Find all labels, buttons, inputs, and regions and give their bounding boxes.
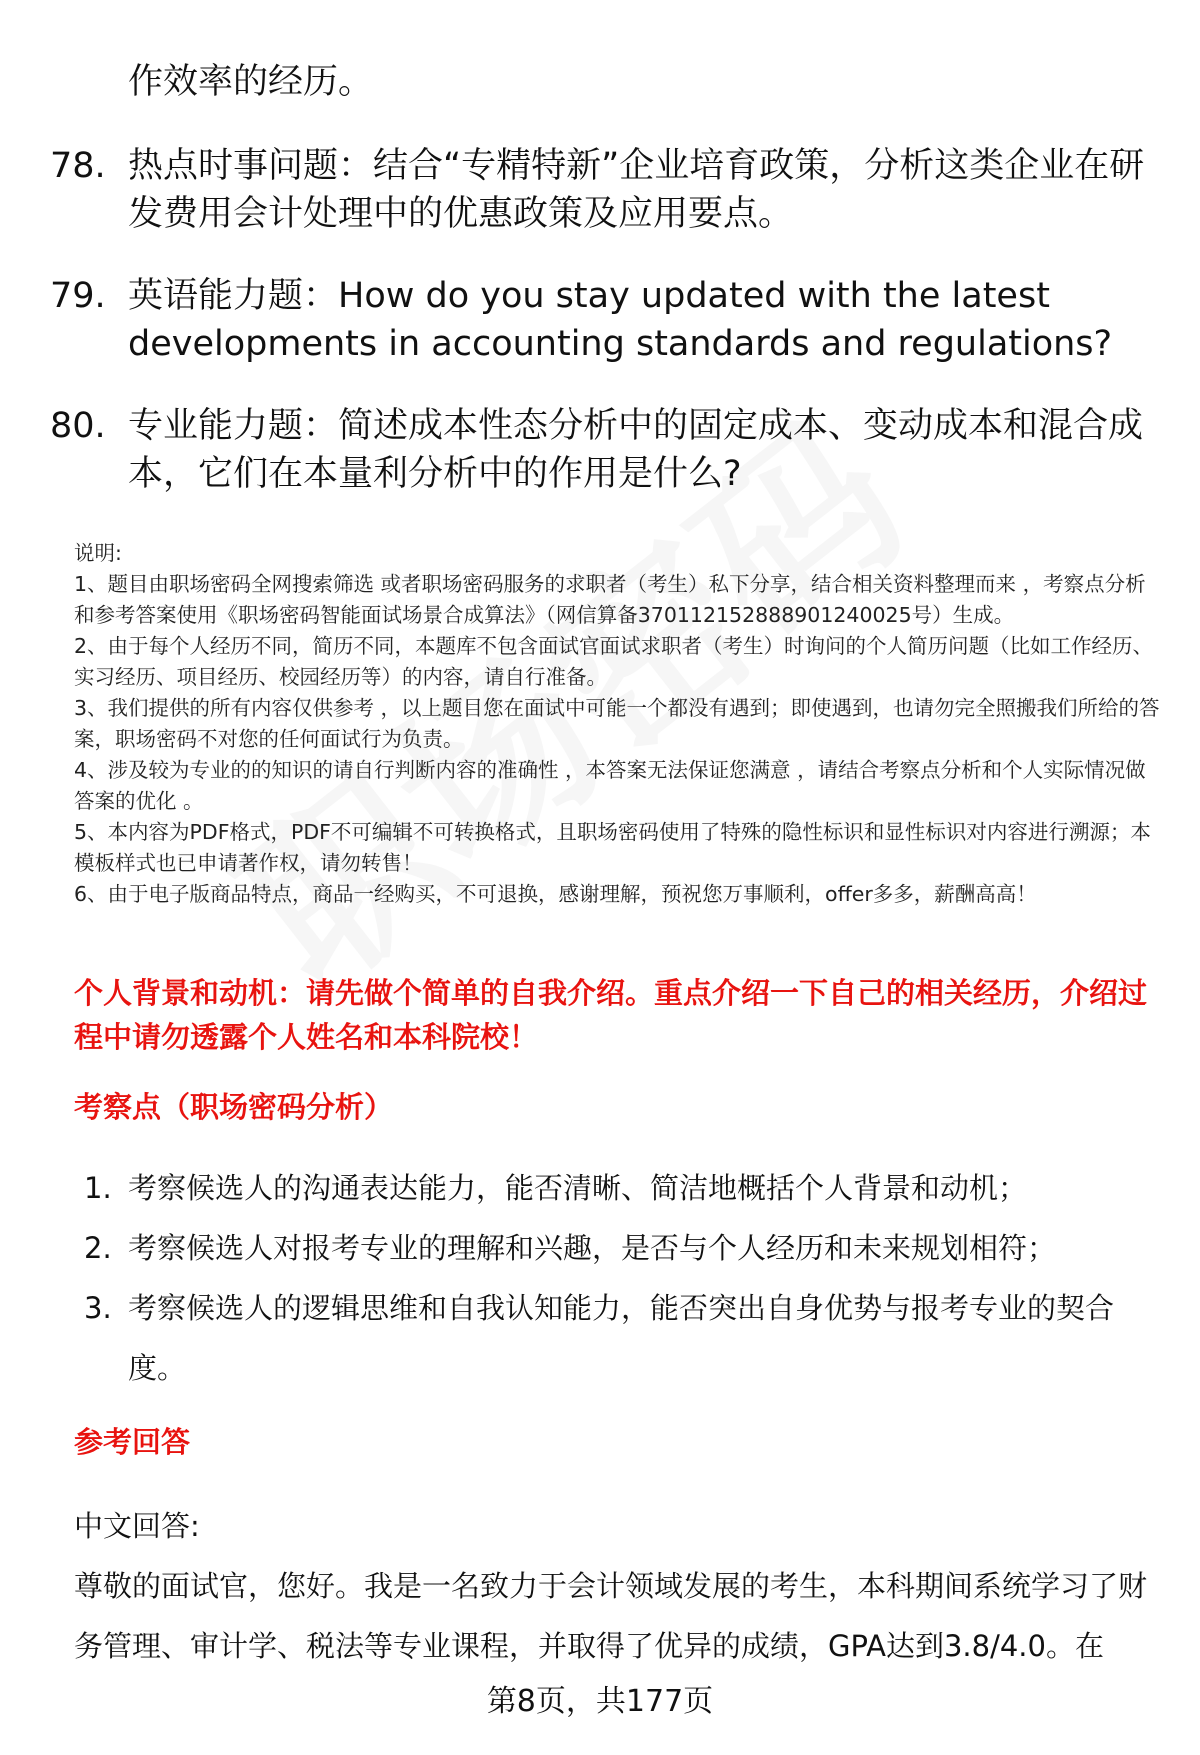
point-number: 3.	[84, 1291, 112, 1325]
point-text: 考察候选人对报考专业的理解和兴趣，是否与个人经历和未来规划相符；	[128, 1231, 1057, 1265]
note-item: 3、我们提供的所有内容仅供参考 ，以上题目您在面试中可能一个都没有遇到；即使遇到，也请勿完全照搬我们所给的答案，职场密码不对您的任何面试行为负责。	[74, 696, 1160, 751]
note-item: 2、由于每个人经历不同，简历不同，本题库不包含面试官面试求职者（考生）时询问的个人简历问题（比如工作经历、实习经历、项目经历、校园经历等）的内容，请自行准备。	[74, 634, 1154, 689]
reference-answer-heading: 参考回答	[74, 1425, 191, 1459]
section-question-heading: 个人背景和动机：请先做个简单的自我介绍。重点介绍一下自己的相关经历，介绍过程中请勿透露个人姓名和本科院校！	[74, 976, 1148, 1054]
question-text: 专业能力题：简述成本性态分析中的固定成本、变动成本和混合成本，它们在本量利分析中的作用是什么?	[128, 406, 1144, 494]
answer-text: 尊敬的面试官，您好。我是一名致力于会计领域发展的考生，本科期间系统学习了财务管理、审计学、税法等专业课程，并取得了优异的成绩，GPA达到3.8/4.0。在	[74, 1569, 1148, 1663]
question-number: 80.	[50, 406, 106, 446]
point-number: 2.	[84, 1231, 112, 1265]
question-number: 79.	[50, 276, 106, 316]
assessment-point	[84, 1278, 1164, 1398]
question-item	[50, 402, 1150, 498]
question-item	[50, 272, 1150, 368]
note-item: 5、本内容为PDF格式，PDF不可编辑不可转换格式，且职场密码使用了特殊的隐性标识和显性标识对内容进行溯源；本模板样式也已申请著作权，请勿转售！	[74, 820, 1151, 875]
point-text: 考察候选人的沟通表达能力，能否清晰、简洁地概括个人背景和动机；	[128, 1171, 1028, 1205]
answer-body	[74, 1496, 1160, 1676]
assessment-points-heading: 考察点（职场密码分析）	[74, 1090, 394, 1124]
question-continuation: 作效率的经历。	[128, 62, 374, 102]
point-number: 1.	[84, 1171, 112, 1205]
disclaimer-notes	[74, 538, 1160, 910]
question-list	[50, 142, 1150, 532]
question-number: 78.	[50, 146, 106, 186]
question-text: 英语能力题：How do you stay updated with the latest developments in accounting standards and regulations?	[128, 276, 1113, 364]
assessment-point	[84, 1158, 1164, 1218]
note-item: 4、涉及较为专业的的知识的请自行判断内容的准确性 ，本答案无法保证您满意 ，请结合考察点分析和个人实际情况做答案的优化 。	[74, 758, 1146, 813]
question-text: 热点时事问题：结合“专精特新”企业培育政策，分析这类企业在研发费用会计处理中的优惠政策及应用要点。	[128, 146, 1145, 234]
notes-heading: 说明:	[74, 541, 122, 565]
note-item: 6、由于电子版商品特点，商品一经购买，不可退换，感谢理解，预祝您万事顺利，offer多多，薪酬高高！	[74, 882, 1037, 906]
page-footer: 第8页，共177页	[486, 1684, 714, 1719]
note-item: 1、题目由职场密码全网搜索筛选 或者职场密码服务的求职者（考生）私下分享，结合相关资料整理而来 ，考察点分析和参考答案使用《职场密码智能面试场景合成算法》（网信算备370112152888901240025号）生成。	[74, 572, 1146, 627]
point-text: 考察候选人的逻辑思维和自我认知能力，能否突出自身优势与报考专业的契合度。	[128, 1291, 1115, 1385]
answer-label: 中文回答:	[74, 1509, 200, 1543]
question-item	[50, 142, 1150, 238]
assessment-points-list	[84, 1158, 1164, 1398]
assessment-point	[84, 1218, 1164, 1278]
